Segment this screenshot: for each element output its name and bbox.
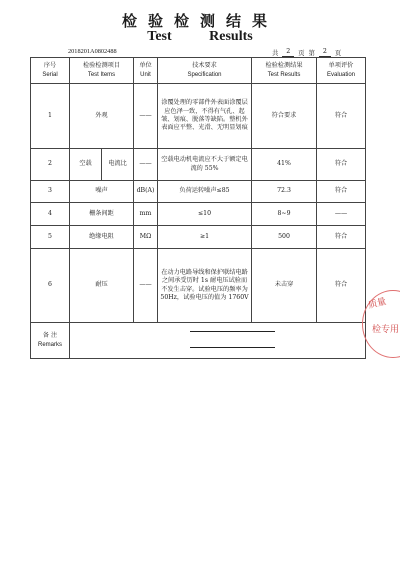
- item-cell: 绝缘电阻: [70, 226, 134, 249]
- evaluation-cell: 符合: [317, 181, 366, 203]
- item-cell: 噪声: [70, 181, 134, 203]
- unit-cell: MΩ: [134, 226, 158, 249]
- header-results: 检验检测结果 Test Results: [252, 58, 317, 84]
- unit-label: 页: [334, 50, 342, 57]
- evaluation-cell: ——: [317, 203, 366, 226]
- spec-cell: 负荷运转噪声≤85: [158, 181, 252, 203]
- page-title-cn: 检验检测结果: [121, 12, 278, 30]
- item-cell: 栅条间距: [70, 203, 134, 226]
- stamp-text-lower: 检专用: [372, 325, 400, 335]
- header-spec: 技术要求 Specification: [158, 58, 252, 84]
- remarks-line-lower: [190, 347, 275, 348]
- page-title-en: Test Results: [147, 29, 253, 44]
- serial-cell: 3: [31, 181, 70, 203]
- remarks-content: [70, 323, 366, 359]
- serial-cell: 2: [31, 149, 70, 181]
- table-row: [31, 84, 366, 149]
- unit-cell: dB(A): [134, 181, 158, 203]
- header-items: 检验检测项目 Test Items: [70, 58, 134, 84]
- remarks-line-upper: [190, 331, 275, 332]
- inspection-stamp: [358, 290, 400, 360]
- unit-label: 页: [298, 50, 305, 57]
- unit-cell: ——: [134, 149, 158, 181]
- result-cell: 8~9: [252, 203, 317, 226]
- item-cell: 外观: [70, 84, 134, 149]
- page-prefix: 第: [308, 50, 315, 57]
- evaluation-cell: 符合: [317, 84, 366, 149]
- table-row: [31, 226, 366, 249]
- pagination: [272, 48, 341, 57]
- evaluation-cell: 符合: [317, 226, 366, 249]
- subitem-cell: 电流比: [102, 149, 134, 181]
- serial-cell: 4: [31, 203, 70, 226]
- spec-cell: 空载电动机电流应不大于额定电流的 55%: [158, 149, 252, 181]
- serial-cell: 5: [31, 226, 70, 249]
- result-cell: 500: [252, 226, 317, 249]
- current-page: 2: [319, 48, 331, 57]
- spec-cell: 涂覆处理的零部件外表面涂覆层应色泽一致，不得有气孔、起皱、划痕、脱落等缺陷。整机外表面应平整、光滑、无明显划痕: [158, 84, 252, 149]
- table-row: [31, 181, 366, 203]
- remarks-label: 备 注 Remarks: [31, 323, 70, 359]
- unit-cell: ——: [134, 249, 158, 323]
- table-row: [31, 203, 366, 226]
- serial-cell: 1: [31, 84, 70, 149]
- total-pages: 2: [282, 48, 294, 57]
- result-cell: 符合要求: [252, 84, 317, 149]
- result-cell: 72.3: [252, 181, 317, 203]
- stamp-text-upper: 质量: [367, 296, 388, 311]
- header-evaluation: 单项评价 Evaluation: [317, 58, 366, 84]
- unit-cell: ——: [134, 84, 158, 149]
- result-cell: 41%: [252, 149, 317, 181]
- header-serial: 序号 Serial: [31, 58, 70, 84]
- header-unit: 单位 Unit: [134, 58, 158, 84]
- spec-cell: ≥1: [158, 226, 252, 249]
- item-cell: 耐压: [70, 249, 134, 323]
- total-prefix: 共: [272, 50, 279, 57]
- result-cell: 未击穿: [252, 249, 317, 323]
- results-table: [30, 57, 366, 359]
- unit-cell: mm: [134, 203, 158, 226]
- evaluation-cell: 符合: [317, 249, 366, 323]
- evaluation-cell: 符合: [317, 149, 366, 181]
- remarks-row: [31, 323, 366, 359]
- serial-cell: 6: [31, 249, 70, 323]
- spec-cell: 在动力电路导线和保护联结电路之间承受历时 1s 耐电压试验而不发生击穿。试验电压的频率为 50Hz，试验电压的值为 1760V: [158, 249, 252, 323]
- table-row: [31, 149, 366, 181]
- item-cell: 空载: [70, 149, 102, 181]
- table-row: [31, 249, 366, 323]
- spec-cell: ≤10: [158, 203, 252, 226]
- report-number: 2018201A0802488: [68, 48, 117, 55]
- header-row: [31, 58, 366, 84]
